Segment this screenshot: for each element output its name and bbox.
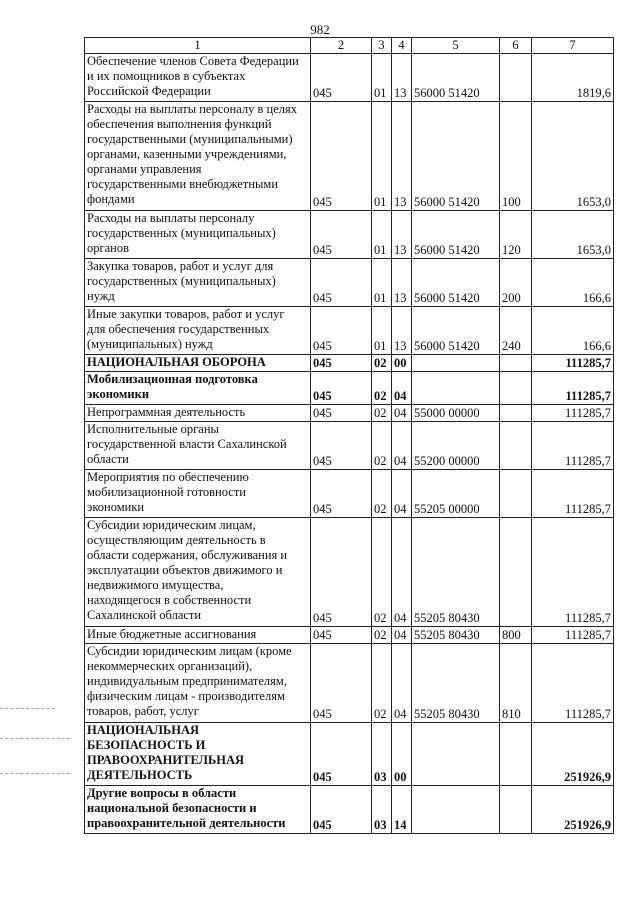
code-cell: 02 [372, 422, 392, 470]
amount-cell: 1653,0 [532, 102, 614, 211]
code-cell: 13 [392, 259, 412, 307]
row-name-text: НАЦИОНАЛЬНАЯ ОБОРОНА [87, 355, 266, 369]
amount-cell: 251926,9 [532, 723, 614, 786]
code-cell: 120 [500, 211, 532, 259]
code-cell: 045 [311, 518, 372, 627]
code-cell [500, 422, 532, 470]
amount-cell: 111285,7 [532, 355, 614, 372]
code-cell: 13 [392, 307, 412, 355]
code-cell: 04 [392, 372, 412, 405]
table-row [85, 644, 614, 723]
code-cell: 045 [311, 355, 372, 372]
code-cell [500, 54, 532, 102]
code-cell: 01 [372, 102, 392, 211]
code-cell: 55200 00000 [412, 422, 500, 470]
code-cell: 800 [500, 627, 532, 644]
amount-cell: 166,6 [532, 307, 614, 355]
code-cell: 02 [372, 355, 392, 372]
code-cell: 200 [500, 259, 532, 307]
code-cell: 13 [392, 54, 412, 102]
code-cell: 045 [311, 259, 372, 307]
table-row [85, 307, 614, 355]
row-name-text: Обеспечение членов Совета Федерации и их помощников в субъектах Российской Федерации [87, 54, 299, 98]
table-row [85, 54, 614, 102]
code-cell: 13 [392, 211, 412, 259]
table-row [85, 627, 614, 644]
code-cell [500, 372, 532, 405]
column-header: 4 [392, 38, 412, 54]
scan-artifact-line [0, 773, 70, 774]
code-cell: 00 [392, 723, 412, 786]
code-cell: 045 [311, 54, 372, 102]
scan-artifact-line [0, 738, 70, 739]
code-cell: 045 [311, 372, 372, 405]
table-row [85, 259, 614, 307]
code-cell: 01 [372, 211, 392, 259]
table-row [85, 470, 614, 518]
row-name-text: Субсидии юридическим лицам, осуществляющим деятельность в области содержания, обслуживания и эксплуатации объектов движимого и недвижимого имущества, находящегося в собственности Сахалинской области [87, 518, 288, 622]
code-cell: 02 [372, 644, 392, 723]
code-cell [500, 405, 532, 422]
budget-table [84, 37, 614, 834]
code-cell: 56000 51420 [412, 307, 500, 355]
code-cell: 045 [311, 102, 372, 211]
row-name-text: Исполнительные органы государственной власти Сахалинской области [87, 422, 287, 466]
row-name-cell [85, 405, 311, 422]
row-name-text: Иные закупки товаров, работ и услуг для обеспечения государственных (муниципальных) нужд [87, 307, 285, 351]
row-name-text: Закупка товаров, работ и услуг для государственных (муниципальных) нужд [87, 259, 276, 303]
table-row [85, 102, 614, 211]
code-cell [500, 786, 532, 834]
code-cell: 045 [311, 405, 372, 422]
row-name-cell [85, 723, 311, 786]
row-name-cell [85, 54, 311, 102]
row-name-cell [85, 786, 311, 834]
table-row [85, 372, 614, 405]
row-name-cell [85, 372, 311, 405]
code-cell: 55205 80430 [412, 644, 500, 723]
table-row [85, 518, 614, 627]
row-name-cell [85, 307, 311, 355]
table-row [85, 405, 614, 422]
code-cell: 13 [392, 102, 412, 211]
code-cell: 55205 80430 [412, 518, 500, 627]
code-cell: 04 [392, 518, 412, 627]
code-cell [412, 355, 500, 372]
column-header: 6 [500, 38, 532, 54]
code-cell: 045 [311, 211, 372, 259]
row-name-text: Иные бюджетные ассигнования [87, 627, 257, 641]
row-name-text: Расходы на выплаты персоналу государственных (муниципальных) органов [87, 211, 276, 255]
column-header: 1 [85, 38, 311, 54]
code-cell: 03 [372, 723, 392, 786]
table-row [85, 786, 614, 834]
code-cell: 045 [311, 723, 372, 786]
row-name-cell [85, 518, 311, 627]
code-cell: 02 [372, 372, 392, 405]
code-cell: 56000 51420 [412, 259, 500, 307]
code-cell: 55205 00000 [412, 470, 500, 518]
amount-cell: 111285,7 [532, 518, 614, 627]
code-cell [412, 786, 500, 834]
code-cell: 04 [392, 422, 412, 470]
row-name-text: Непрограммная деятельность [87, 405, 246, 419]
row-name-text: Расходы на выплаты персоналу в целях обеспечения выполнения функций государственными (муниципальными) органами, казенными учреждениями, органами управления государственными внебюджетными фондами [87, 102, 297, 206]
amount-cell: 111285,7 [532, 422, 614, 470]
table-row [85, 723, 614, 786]
row-name-text: Мероприятия по обеспечению мобилизационной готовности экономики [87, 470, 249, 514]
code-cell: 04 [392, 627, 412, 644]
code-cell: 045 [311, 786, 372, 834]
amount-cell: 1819,6 [532, 54, 614, 102]
code-cell: 045 [311, 422, 372, 470]
amount-cell: 1653,0 [532, 211, 614, 259]
code-cell: 02 [372, 518, 392, 627]
code-cell: 04 [392, 470, 412, 518]
amount-cell: 111285,7 [532, 470, 614, 518]
code-cell: 02 [372, 627, 392, 644]
code-cell: 55205 80430 [412, 627, 500, 644]
page-number: 982 [310, 22, 330, 37]
amount-cell: 251926,9 [532, 786, 614, 834]
table-row [85, 355, 614, 372]
code-cell [500, 518, 532, 627]
code-cell: 01 [372, 259, 392, 307]
code-cell: 01 [372, 54, 392, 102]
code-cell [500, 470, 532, 518]
code-cell: 02 [372, 405, 392, 422]
table-header-row [85, 38, 614, 54]
code-cell: 045 [311, 307, 372, 355]
row-name-cell [85, 211, 311, 259]
table-row [85, 422, 614, 470]
code-cell: 00 [392, 355, 412, 372]
code-cell [412, 372, 500, 405]
code-cell: 01 [372, 307, 392, 355]
code-cell: 04 [392, 405, 412, 422]
code-cell [412, 723, 500, 786]
amount-cell: 111285,7 [532, 405, 614, 422]
code-cell [500, 723, 532, 786]
code-cell: 55000 00000 [412, 405, 500, 422]
code-cell: 045 [311, 644, 372, 723]
code-cell: 04 [392, 644, 412, 723]
code-cell: 045 [311, 470, 372, 518]
column-header: 7 [532, 38, 614, 54]
amount-cell: 111285,7 [532, 627, 614, 644]
scan-artifact-line [0, 708, 55, 709]
code-cell: 100 [500, 102, 532, 211]
code-cell: 810 [500, 644, 532, 723]
row-name-cell [85, 259, 311, 307]
code-cell: 02 [372, 470, 392, 518]
row-name-cell [85, 422, 311, 470]
code-cell: 045 [311, 627, 372, 644]
code-cell: 14 [392, 786, 412, 834]
amount-cell: 111285,7 [532, 644, 614, 723]
row-name-text: Субсидии юридическим лицам (кроме некоммерческих организаций), индивидуальным предпринимателям, физическим лицам - производителям товаров, работ, услуг [87, 644, 292, 718]
row-name-cell [85, 470, 311, 518]
amount-cell: 111285,7 [532, 372, 614, 405]
code-cell: 03 [372, 786, 392, 834]
column-header: 5 [412, 38, 500, 54]
row-name-cell [85, 102, 311, 211]
row-name-cell [85, 355, 311, 372]
row-name-cell [85, 627, 311, 644]
code-cell: 56000 51420 [412, 54, 500, 102]
row-name-cell [85, 644, 311, 723]
row-name-text: Другие вопросы в области национальной безопасности и правоохранительной деятельности [87, 786, 286, 830]
column-header: 2 [311, 38, 372, 54]
table-row [85, 211, 614, 259]
row-name-text: НАЦИОНАЛЬНАЯ БЕЗОПАСНОСТЬ И ПРАВООХРАНИТЕЛЬНАЯ ДЕЯТЕЛЬНОСТЬ [87, 723, 244, 782]
code-cell: 56000 51420 [412, 211, 500, 259]
amount-cell: 166,6 [532, 259, 614, 307]
row-name-text: Мобилизационная подготовка экономики [87, 372, 258, 401]
code-cell [500, 355, 532, 372]
column-header: 3 [372, 38, 392, 54]
code-cell: 56000 51420 [412, 102, 500, 211]
code-cell: 240 [500, 307, 532, 355]
